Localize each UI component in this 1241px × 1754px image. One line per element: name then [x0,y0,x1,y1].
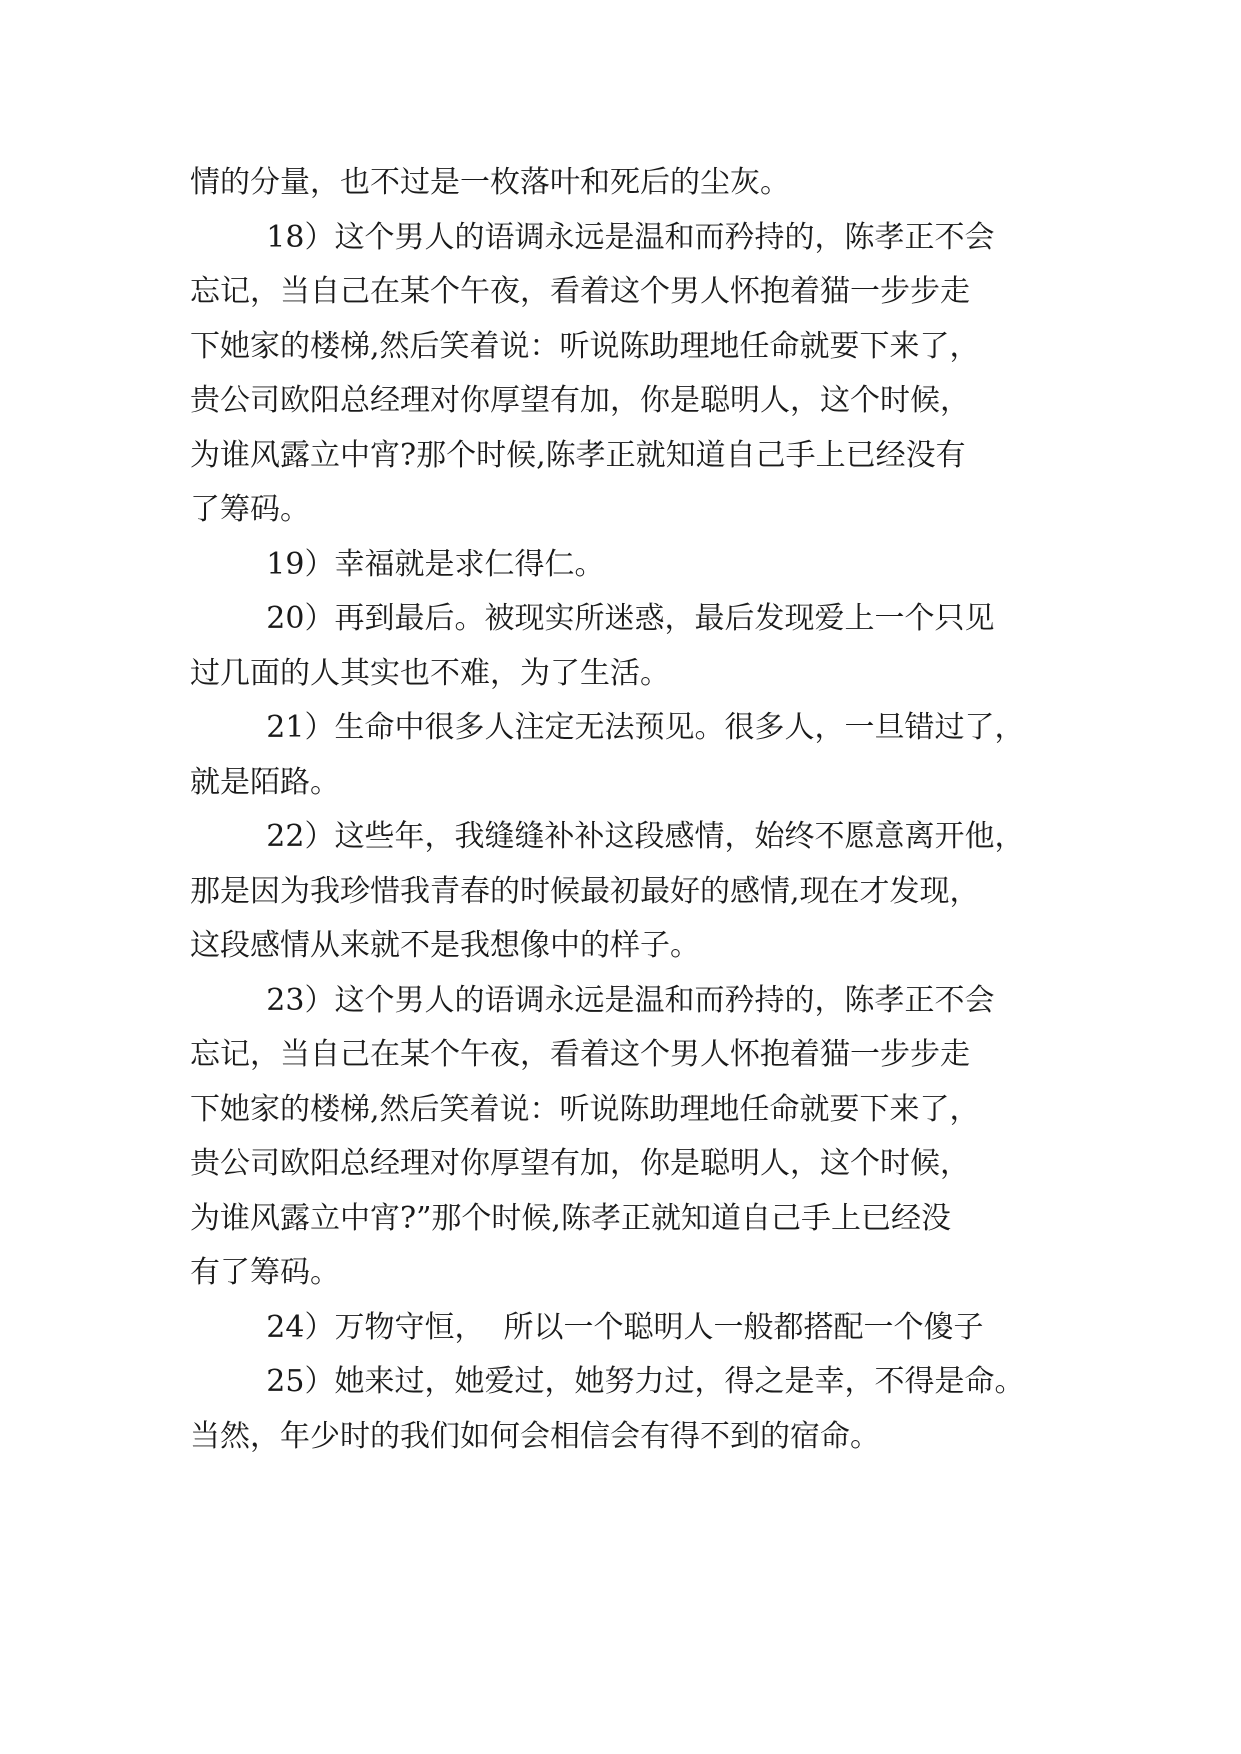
text-line: 贵公司欧阳总经理对你厚望有加，你是聪明人，这个时候， [190,1146,970,1181]
text-line: 20）再到最后。被现实所迷惑，最后发现爱上一个只见 [190,601,995,636]
text-line: 了筹码。 [190,492,310,527]
text-line: 18）这个男人的语调永远是温和而矜持的，陈孝正不会 [190,219,995,255]
text-line: 19）幸福就是求仁得仁。 [190,546,605,582]
text-line: 下她家的楼梯,然后笑着说：听说陈助理地任命就要下来了， [190,1091,980,1127]
text-line: 23）这个男人的语调永远是温和而矜持的，陈孝正不会 [190,982,995,1018]
text-line: 那是因为我珍惜我青春的时候最初最好的感情,现在才发现， [190,873,980,909]
text-line: 就是陌路。 [190,764,340,800]
text-line: 情的分量，也不过是一枚落叶和死后的尘灰。 [190,165,790,200]
document-body [190,156,1060,1464]
text-line: 下她家的楼梯,然后笑着说：听说陈助理地任命就要下来了， [190,328,980,364]
text-line: 有了筹码。 [190,1255,340,1290]
text-line: 21）生命中很多人注定无法预见。很多人，一旦错过了， [190,710,1025,745]
text-line: 25）她来过，她爱过，她努力过，得之是幸，不得是命。 [190,1364,1025,1399]
text-line: 当然，年少时的我们如何会相信会有得不到的宿命。 [190,1418,880,1454]
text-line: 这段感情从来就不是我想像中的样子。 [190,928,700,963]
text-line: 贵公司欧阳总经理对你厚望有加，你是聪明人，这个时候， [190,383,970,418]
text-line: 为谁风露立中宵?”那个时候,陈孝正就知道自己手上已经没 [190,1200,951,1236]
text-line: 为谁风露立中宵?那个时候,陈孝正就知道自己手上已经没有 [190,437,966,473]
text-line: 22）这些年，我缝缝补补这段感情，始终不愿意离开他， [190,819,1025,854]
text-line: 过几面的人其实也不难，为了生活。 [190,655,670,691]
text-line: 忘记，当自己在某个午夜，看着这个男人怀抱着猫一步步走 [190,1037,970,1072]
text-line: 忘记，当自己在某个午夜，看着这个男人怀抱着猫一步步走 [190,274,970,309]
text-line: 24）万物守恒， 所以一个聪明人一般都搭配一个傻子 [190,1309,984,1345]
